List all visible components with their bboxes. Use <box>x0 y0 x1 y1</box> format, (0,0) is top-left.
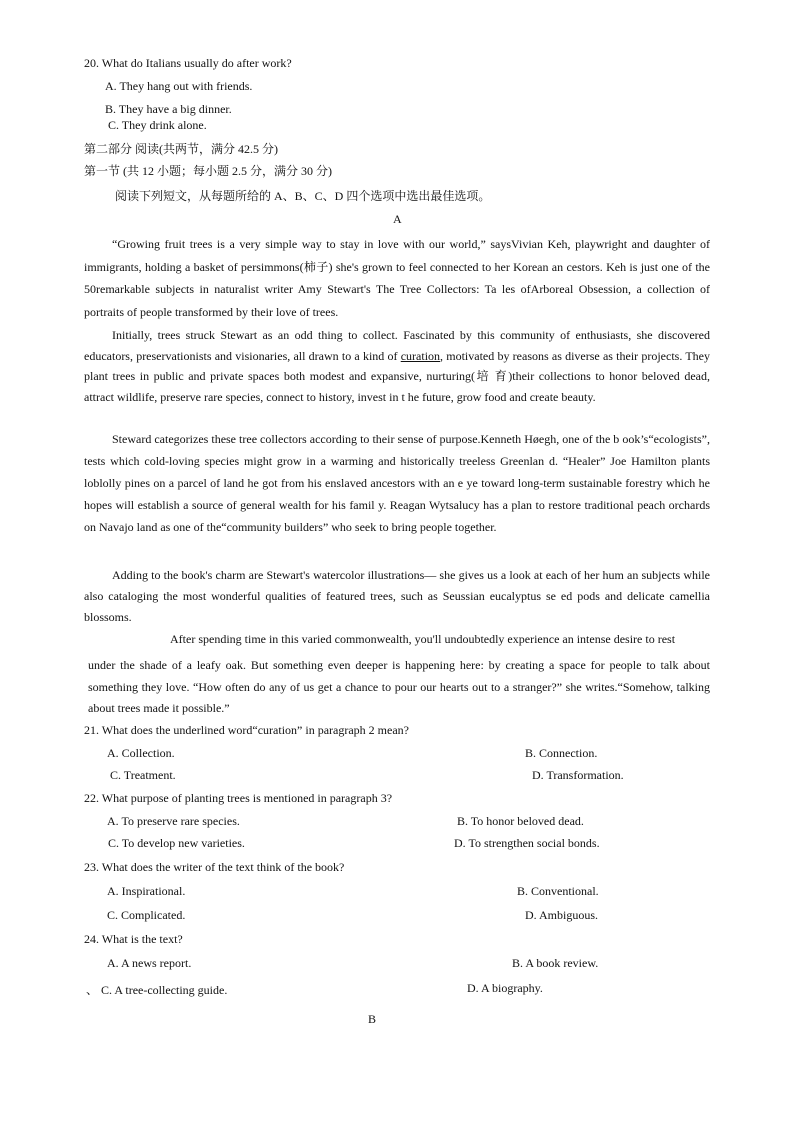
paragraph-5-rest: under the shade of a leafy oak. But something even deeper is happening here: by creating a space for people to talk about something they love. “How often do any of us get a chance to pour our hearts out to a stranger?” she writes.“Somehow, talking about trees made it possible.” <box>88 658 710 715</box>
q20-option-b: B. They have a big dinner. <box>105 102 232 116</box>
q24-option-c <box>86 981 227 998</box>
q21-stem: 21. What does the underlined word“curation” in paragraph 2 mean? <box>84 723 409 737</box>
q22-option-c: C. To develop new varieties. <box>108 836 245 850</box>
q21-option-a: A. Collection. <box>107 746 175 760</box>
q24-option-c-text: C. A tree-collecting guide. <box>101 983 228 997</box>
q20-stem: 20. What do Italians usually do after work? <box>84 56 292 70</box>
paragraph-5-first-line: After spending time in this varied commonwealth, you'll undoubtedly experience an intense desire to rest <box>170 632 676 646</box>
q22-option-b: B. To honor beloved dead. <box>457 814 584 828</box>
part2-heading: 第二部分 阅读(共两节，满分 42.5 分) <box>84 142 278 156</box>
q20-option-c: C. They drink alone. <box>108 118 207 132</box>
q22-option-a: A. To preserve rare species. <box>107 814 240 828</box>
q23-option-d: D. Ambiguous. <box>525 908 599 922</box>
section1-heading: 第一节 (共 12 小题；每小题 2.5 分，满分 30 分) <box>84 164 332 178</box>
q22-option-d: D. To strengthen social bonds. <box>454 836 600 850</box>
q23-option-c: C. Complicated. <box>107 908 186 922</box>
q21-option-d: D. Transformation. <box>532 768 624 782</box>
instruction: 阅读下列短文，从每题所给的 A、B、C、D 四个选项中选出最佳选项。 <box>115 189 491 203</box>
paragraph-1: “Growing fruit trees is a very simple way to stay in love with our world,” saysVivian Keh, playwright and daughter of immigrants, holding a basket of persimmons(柿子) she's grown to feel connected to her Korean an cestors. Keh is just one of the 50remarkable subjects in naturalist writer Amy Stewart's The Tree Collectors: Ta les ofArboreal Obsession, a collection of portraits of people transformed by their love of trees. <box>84 237 710 319</box>
q24-option-b: B. A book review. <box>512 956 599 970</box>
paragraph-4: Adding to the book's charm are Stewart's watercolor illustrations— she gives us a look at each of her hum an subjects while also cataloging the most wonderful qualities of featured trees, such as Seussian eucalyptus se ed pods and delicate camellia blossoms. <box>84 568 710 624</box>
q20-option-a: A. They hang out with friends. <box>105 79 253 93</box>
q24-option-a: A. A news report. <box>107 956 192 970</box>
underlined-word-curation: curation <box>400 348 441 363</box>
q21-option-b: B. Connection. <box>525 746 598 760</box>
q21-option-c: C. Treatment. <box>110 768 176 782</box>
q22-stem: 22. What purpose of planting trees is mentioned in paragraph 3? <box>84 791 393 805</box>
q24-option-d: D. A biography. <box>467 981 543 995</box>
paragraph-3: Steward categorizes these tree collectors according to their sense of purpose.Kenneth Høegh, one of the b ook’s“ecologists”, tests which cold-loving species might grow in a warming and historically treeless Greenlan d. “Healer” Joe Hamilton plants loblolly pines on a parcel of land he got from his enslaved ancestors with an e ye toward long-term sustainable forestry which he hopes will establish a source of general wealth for his famil y. Reagan Wytsalucy has a plan to restore traditional peach orchards on Navajo land as one of the“community builders” who seek to bring people together. <box>84 432 710 534</box>
q23-option-b: B. Conventional. <box>517 884 599 898</box>
q24-option-c-prefix: 、 <box>86 983 99 997</box>
paragraph-2-after: , motivated by reasons as diverse as their projects. They plant trees in public and private spaces both modest and expansive, nurturing(培 育)their collections to honor beloved dead, attract wildlife, preserve rare species, connect to history, invest in t he future, grow food and create beauty. <box>84 348 710 404</box>
passage-b-label: B <box>368 1012 377 1026</box>
q23-stem: 23. What does the writer of the text think of the book? <box>84 860 345 874</box>
q23-option-a: A. Inspirational. <box>107 884 186 898</box>
paragraph-2-before: Initially, trees struck Stewart as an odd thing to collect. Fascinated by this community of enthusiasts, she discovered educators, preservationists and visionaries, all drawn to a kind of <box>84 328 710 363</box>
paragraph-2 <box>84 325 710 407</box>
q24-stem: 24. What is the text? <box>84 932 183 946</box>
passage-a-label: A <box>393 212 402 226</box>
